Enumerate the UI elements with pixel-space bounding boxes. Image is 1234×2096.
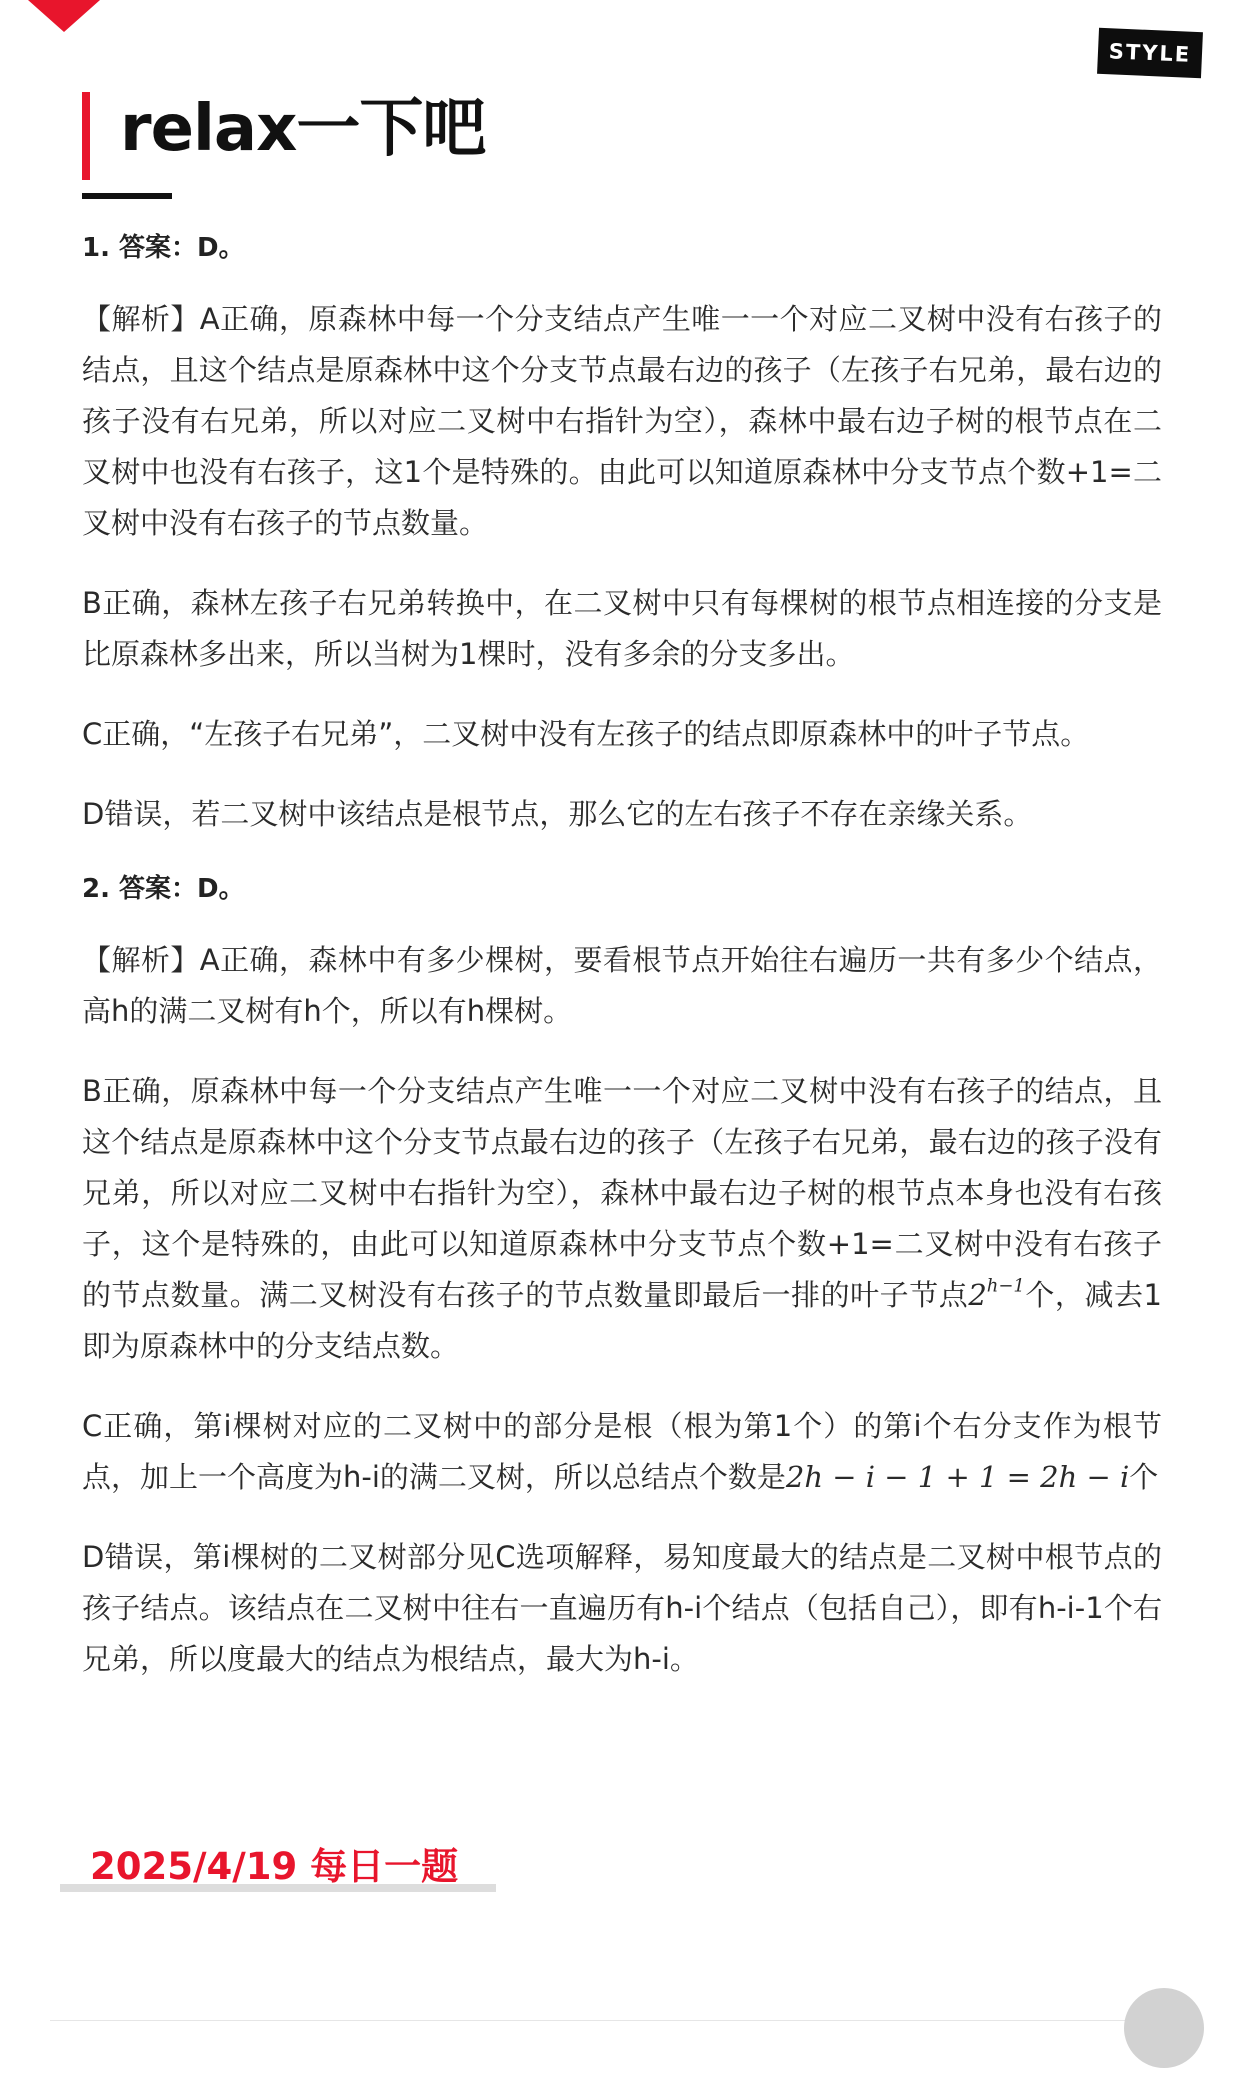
title-accent-bar [82, 92, 90, 180]
style-badge: STYLE [1097, 28, 1203, 78]
q2-paragraph-c-tail: 个 [1129, 1460, 1159, 1494]
daily-question-tag [60, 1842, 496, 1898]
q2-paragraph-d: D错误，第i棵树的二叉树部分见C选项解释，易知度最大的结点是二叉树中根节点的孩子结点。该结点在二叉树中往右一直遍历有h-i个结点（包括自己），即有h-i-1个右兄弟，所以度最大的结点为根结点，最大为h-i。 [82, 1540, 1162, 1676]
q1-paragraph-d: D错误，若二叉树中该结点是根节点，那么它的左右孩子不存在亲缘关系。 [82, 797, 1033, 831]
daily-question-date: 2025/4/19 每日一题 [90, 1845, 459, 1888]
article-body [82, 228, 1162, 1714]
q2-answer: 2. 答案：D。 [82, 874, 245, 904]
q2-paragraph-c-text: C正确，第i棵树对应的二叉树中的部分是根（根为第1个）的第i个右分支作为根节点，加上一个高度为h-i的满二叉树，所以总结点个数是 [82, 1409, 1162, 1494]
q1-paragraph-a: 【解析】A正确，原森林中每一个分支结点产生唯一一个对应二叉树中没有右孩子的结点，且这个结点是原森林中这个分支节点最右边的孩子（左孩子右兄弟，最右边的孩子没有右兄弟，所以对应二叉树中右指针为空），森林中最右边子树的根节点在二叉树中也没有右孩子，这1个是特殊的。由此可以知道原森林中分支节点个数+1=二叉树中没有右孩子的节点数量。 [82, 302, 1162, 540]
q1-answer: 1. 答案：D。 [82, 233, 245, 263]
power-exponent: h−1 [986, 1275, 1025, 1297]
power-base: 2 [968, 1278, 987, 1312]
node-count-formula: 2h − i − 1 + 1 = 2h − i [785, 1460, 1130, 1494]
q1-paragraph-c: C正确，“左孩子右兄弟”，二叉树中没有左孩子的结点即原森林中的叶子节点。 [82, 717, 1090, 751]
q2-paragraph-b-text: B正确，原森林中每一个分支结点产生唯一一个对应二叉树中没有右孩子的结点，且这个结点是原森林中这个分支节点最右边的孩子（左孩子右兄弟，最右边的孩子没有兄弟，所以对应二叉树中右指针为空），森林中最右边子树的根节点本身也没有右孩子，这个是特殊的，由此可以知道原森林中分支节点个数+1=二叉树中没有右孩子的节点数量。满二叉树没有右孩子的节点数量即最后一排的叶子节点 [82, 1074, 1162, 1312]
q2-paragraph-c [82, 1401, 1162, 1503]
power-formula [968, 1275, 1025, 1312]
q2-paragraph-a: 【解析】A正确，森林中有多少棵树，要看根节点开始往右遍历一共有多少个结点，高h的满二叉树有h个，所以有h棵树。 [82, 943, 1162, 1028]
page-title: relax一下吧 [120, 92, 486, 166]
q2-paragraph-b [82, 1066, 1162, 1372]
footer-divider [50, 2020, 1200, 2021]
title-underline [82, 193, 172, 199]
q1-paragraph-b: B正确，森林左孩子右兄弟转换中，在二叉树中只有每棵树的根节点相连接的分支是比原森林多出来，所以当树为1棵时，没有多余的分支多出。 [82, 586, 1162, 671]
scroll-top-button[interactable] [1124, 1988, 1204, 2068]
top-corner-triangle [28, 0, 100, 32]
q2-paragraph-b-tail: 个，减去1即为原森林中的分支结点数。 [82, 1278, 1162, 1363]
